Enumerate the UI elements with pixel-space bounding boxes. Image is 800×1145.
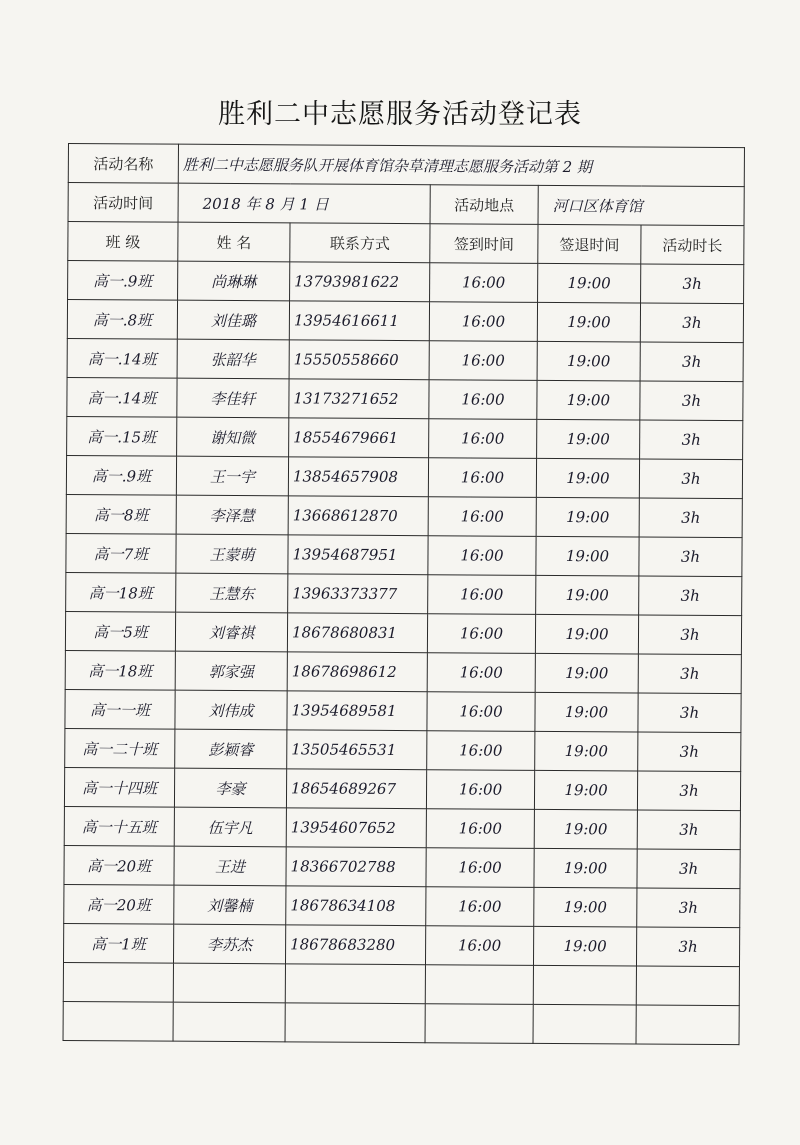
cell-phone: 18554679661 bbox=[289, 418, 429, 458]
table-header-row bbox=[68, 222, 744, 265]
table-row bbox=[66, 533, 742, 576]
cell-duration: 3h bbox=[641, 264, 744, 304]
cell-phone: 13173271652 bbox=[289, 379, 429, 419]
cell-duration bbox=[636, 1005, 739, 1045]
cell-sign-in bbox=[425, 965, 533, 1005]
cell-name: 张韶华 bbox=[177, 339, 289, 379]
table-row bbox=[67, 416, 743, 459]
table-row bbox=[66, 572, 742, 615]
cell-sign-in: 16:00 bbox=[427, 653, 535, 693]
cell-sign-out bbox=[533, 1004, 636, 1044]
cell-sign-out: 19:00 bbox=[534, 848, 637, 888]
cell-phone: 15550558660 bbox=[289, 340, 429, 380]
table-row bbox=[66, 494, 742, 537]
cell-class: 高一5班 bbox=[65, 611, 175, 651]
cell-duration: 3h bbox=[640, 381, 743, 421]
cell-sign-in: 16:00 bbox=[427, 692, 535, 732]
cell-phone: 13668612870 bbox=[288, 496, 428, 536]
cell-phone bbox=[285, 964, 425, 1004]
cell-class: 高一.9班 bbox=[66, 455, 176, 495]
cell-phone: 18366702788 bbox=[286, 847, 426, 887]
cell-phone: 13954689581 bbox=[287, 691, 427, 731]
table-row bbox=[63, 1001, 739, 1044]
cell-class: 高一.15班 bbox=[67, 416, 177, 456]
activity-name-row bbox=[68, 144, 744, 187]
cell-sign-in: 16:00 bbox=[427, 614, 535, 654]
header-class: 班 级 bbox=[68, 222, 178, 262]
cell-class: 高一18班 bbox=[66, 572, 176, 612]
cell-phone: 18654689267 bbox=[286, 769, 426, 809]
cell-class: 高一一班 bbox=[65, 689, 175, 729]
table-row bbox=[67, 377, 743, 420]
cell-duration: 3h bbox=[638, 615, 741, 655]
cell-sign-in: 16:00 bbox=[428, 458, 536, 498]
cell-sign-in: 16:00 bbox=[428, 536, 536, 576]
cell-duration: 3h bbox=[637, 810, 740, 850]
cell-phone: 13954607652 bbox=[286, 808, 426, 848]
header-contact: 联系方式 bbox=[290, 223, 430, 263]
cell-class: 高一.9班 bbox=[68, 261, 178, 301]
cell-phone: 13854657908 bbox=[288, 457, 428, 497]
cell-class: 高一1班 bbox=[63, 923, 173, 963]
cell-name: 李泽慧 bbox=[176, 495, 288, 535]
table-row bbox=[64, 767, 740, 810]
table-row bbox=[65, 650, 741, 693]
activity-time-label: 活动时间 bbox=[68, 183, 178, 223]
cell-class: 高一十四班 bbox=[64, 767, 174, 807]
table-row bbox=[68, 261, 744, 304]
table-row bbox=[65, 689, 741, 732]
cell-duration: 3h bbox=[638, 693, 741, 733]
cell-sign-out: 19:00 bbox=[536, 575, 639, 615]
cell-duration: 3h bbox=[638, 654, 741, 694]
cell-phone: 18678698612 bbox=[287, 652, 427, 692]
cell-sign-in: 16:00 bbox=[426, 809, 534, 849]
table-row bbox=[64, 806, 740, 849]
cell-sign-out: 19:00 bbox=[537, 302, 640, 342]
table-row bbox=[67, 338, 743, 381]
table-row bbox=[67, 300, 743, 343]
cell-duration: 3h bbox=[637, 849, 740, 889]
header-duration: 活动时长 bbox=[641, 225, 744, 265]
table-row bbox=[65, 728, 741, 771]
cell-sign-in: 16:00 bbox=[427, 731, 535, 771]
cell-sign-out: 19:00 bbox=[535, 731, 638, 771]
cell-duration: 3h bbox=[639, 459, 742, 499]
cell-duration bbox=[636, 966, 739, 1006]
activity-name-value: 胜利二中志愿服务队开展体育馆杂草清理志愿服务活动第 2 期 bbox=[178, 144, 744, 186]
cell-sign-out: 19:00 bbox=[535, 614, 638, 654]
cell-name: 刘馨楠 bbox=[174, 885, 286, 925]
cell-name: 谢知微 bbox=[177, 417, 289, 457]
cell-duration: 3h bbox=[640, 303, 743, 343]
cell-name: 李佳轩 bbox=[177, 378, 289, 418]
cell-name: 刘伟成 bbox=[175, 690, 287, 730]
table-row bbox=[66, 455, 742, 498]
header-sign-in: 签到时间 bbox=[430, 224, 538, 264]
cell-duration: 3h bbox=[640, 420, 743, 460]
activity-time-row bbox=[68, 183, 744, 226]
cell-class bbox=[63, 962, 173, 1002]
cell-class bbox=[63, 1001, 173, 1041]
cell-sign-out: 19:00 bbox=[535, 692, 638, 732]
cell-class: 高一.14班 bbox=[67, 377, 177, 417]
cell-class: 高一.14班 bbox=[67, 338, 177, 378]
cell-sign-in: 16:00 bbox=[428, 575, 536, 615]
cell-class: 高一8班 bbox=[66, 494, 176, 534]
cell-sign-in: 16:00 bbox=[426, 770, 534, 810]
cell-name bbox=[173, 1002, 285, 1042]
cell-name: 李豪 bbox=[174, 768, 286, 808]
cell-class: 高一.8班 bbox=[67, 300, 177, 340]
cell-duration: 3h bbox=[637, 888, 740, 928]
cell-duration: 3h bbox=[639, 576, 742, 616]
cell-sign-in: 16:00 bbox=[429, 419, 537, 459]
table-row bbox=[63, 962, 739, 1005]
activity-time-value: 2018 年 8 月 1 日 bbox=[178, 183, 430, 224]
cell-name: 王进 bbox=[174, 846, 286, 886]
cell-class: 高一十五班 bbox=[64, 806, 174, 846]
cell-sign-in: 16:00 bbox=[429, 380, 537, 420]
cell-phone: 13963373377 bbox=[288, 574, 428, 614]
cell-sign-out: 19:00 bbox=[534, 770, 637, 810]
cell-sign-in: 16:00 bbox=[426, 887, 534, 927]
cell-sign-out: 19:00 bbox=[534, 887, 637, 927]
page-title: 胜利二中志愿服务活动登记表 bbox=[218, 99, 582, 130]
cell-duration: 3h bbox=[636, 927, 739, 967]
cell-phone bbox=[285, 1003, 425, 1043]
cell-phone: 18678683280 bbox=[285, 925, 425, 965]
cell-duration: 3h bbox=[640, 342, 743, 382]
cell-sign-out: 19:00 bbox=[537, 419, 640, 459]
table-row bbox=[64, 884, 740, 927]
cell-name: 王蒙萌 bbox=[176, 534, 288, 574]
cell-sign-in: 16:00 bbox=[430, 263, 538, 303]
table-row bbox=[64, 845, 740, 888]
cell-class: 高一二十班 bbox=[65, 728, 175, 768]
cell-phone: 18678634108 bbox=[286, 886, 426, 926]
cell-duration: 3h bbox=[637, 771, 740, 811]
activity-place-value: 河口区体育馆 bbox=[538, 185, 744, 225]
cell-name: 王一宇 bbox=[176, 456, 288, 496]
cell-class: 高一20班 bbox=[64, 884, 174, 924]
cell-name: 刘佳璐 bbox=[177, 300, 289, 340]
cell-phone: 13954687951 bbox=[288, 535, 428, 575]
cell-sign-out: 19:00 bbox=[537, 380, 640, 420]
cell-name: 伍宇凡 bbox=[174, 807, 286, 847]
cell-name: 王慧东 bbox=[176, 573, 288, 613]
cell-duration: 3h bbox=[639, 498, 742, 538]
cell-sign-out: 19:00 bbox=[534, 809, 637, 849]
table-row bbox=[63, 923, 739, 966]
header-name: 姓 名 bbox=[178, 222, 290, 262]
cell-phone: 13505465531 bbox=[287, 730, 427, 770]
cell-sign-in bbox=[425, 1004, 533, 1044]
cell-class: 高一18班 bbox=[65, 650, 175, 690]
cell-sign-in: 16:00 bbox=[429, 341, 537, 381]
activity-place-label: 活动地点 bbox=[430, 185, 538, 225]
cell-sign-in: 16:00 bbox=[425, 926, 533, 966]
registration-table bbox=[63, 143, 746, 1045]
cell-sign-in: 16:00 bbox=[428, 497, 536, 537]
cell-sign-out: 19:00 bbox=[537, 341, 640, 381]
cell-sign-out: 19:00 bbox=[536, 458, 639, 498]
cell-sign-in: 16:00 bbox=[426, 848, 534, 888]
activity-name-label: 活动名称 bbox=[68, 144, 178, 184]
cell-sign-out: 19:00 bbox=[536, 497, 639, 537]
cell-sign-out bbox=[533, 965, 636, 1005]
cell-duration: 3h bbox=[638, 732, 741, 772]
cell-duration: 3h bbox=[639, 537, 742, 577]
header-sign-out: 签退时间 bbox=[538, 224, 641, 264]
cell-name: 尚琳琳 bbox=[178, 261, 290, 301]
cell-sign-out: 19:00 bbox=[533, 926, 636, 966]
table-row bbox=[65, 611, 741, 654]
cell-sign-out: 19:00 bbox=[538, 263, 641, 303]
cell-phone: 13793981622 bbox=[290, 262, 430, 302]
cell-sign-out: 19:00 bbox=[536, 536, 639, 576]
cell-name: 郭家强 bbox=[175, 651, 287, 691]
cell-class: 高一20班 bbox=[64, 845, 174, 885]
cell-name bbox=[173, 963, 285, 1003]
cell-phone: 18678680831 bbox=[287, 613, 427, 653]
cell-sign-in: 16:00 bbox=[429, 302, 537, 342]
cell-sign-out: 19:00 bbox=[535, 653, 638, 693]
cell-name: 刘睿祺 bbox=[175, 612, 287, 652]
cell-name: 李苏杰 bbox=[173, 924, 285, 964]
cell-phone: 13954616611 bbox=[289, 301, 429, 341]
cell-class: 高一7班 bbox=[66, 533, 176, 573]
cell-name: 彭颖睿 bbox=[175, 729, 287, 769]
